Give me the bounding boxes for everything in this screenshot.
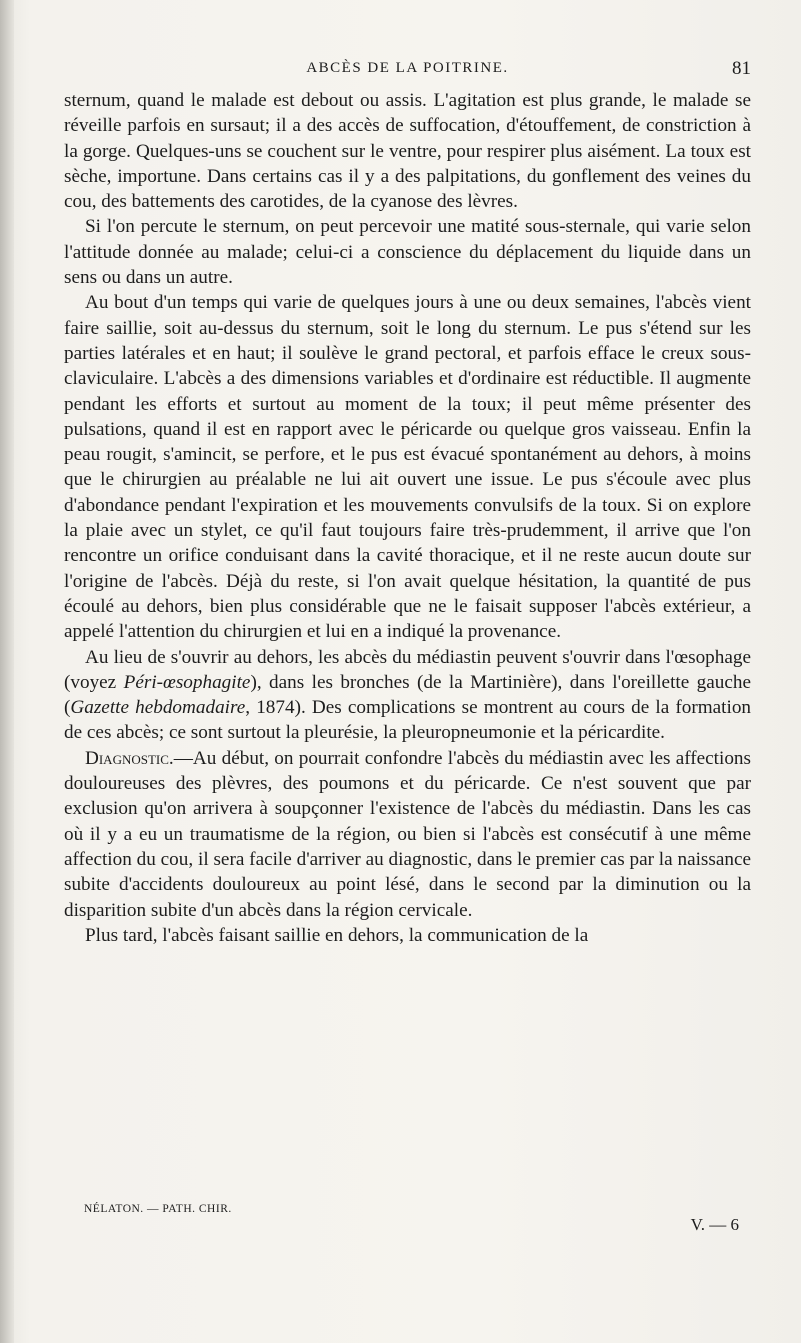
paragraph-3: Au bout d'un temps qui varie de quelques jours à une ou deux semaines, l'abcès vient faire saillie, soit au-dessus du sternum, soit le long du sternum. Le pus s'étend sur les parties latérales et en haut; il soulève le grand pectoral, et parfois efface le creux sous-claviculaire. L'abcès a des dimensions variables et d'ordinaire est réductible. Il augmente pendant les efforts et surtout au moment de la toux; il peut même présenter des pulsations, quand il est en rapport avec le péricarde ou quelque gros vaisseau. Enfin la peau rougit, s'amincit, se perfore, et le pus est évacué spontanément au dehors, à moins que le chirurgien au préalable ne lui ait ouvert une issue. Le pus s'écoule avec plus d'abondance pendant l'expiration et les mouvements convulsifs de la toux. Si on explore la plaie avec un stylet, ce qu'il faut toujours faire très-prudemment, il arrive que l'on rencontre un orifice conduisant dans la cavité thoracique, et il ne reste aucun doute sur l'origine de l'abcès. Déjà du reste, si l'on avait quelque hésitation, la quantité de pus écoulé au dehors, bien plus considérable que ne le faisait supposer l'abcès extérieur, a appelé l'attention du chirurgien et lui en a indiqué la provenance.	[64, 292, 751, 643]
page-footer	[64, 1203, 751, 1243]
diagnostic-text: —Au début, on pourrait confondre l'abcès du médiastin avec les affections douloureuses des plèvres, des poumons et du péricarde. Ce n'est souvent que par exclusion qu'on arrivera à soupçonner l'existence de l'abcès du médiastin. Dans les cas où il y a eu un traumatisme de la région, ou bien si l'abcès est consécutif à une même affection du cou, il sera facile d'arriver au diagnostic, dans le premier cas par la naissance subite d'accidents douloureux au point lésé, dans le second par la diminution ou la disparition subite d'un abcès dans la région cervicale.	[64, 747, 751, 921]
printer-signature: NÉLATON. — PATH. CHIR.	[84, 1203, 232, 1215]
paragraph-1: sternum, quand le malade est debout ou assis. L'agitation est plus grande, le malade se réveille parfois en sursaut; il a des accès de suffocation, d'étouffement, de constriction à la gorge. Quelques-uns se couchent sur le ventre, pour respirer plus aisément. La toux est sèche, importune. Dans certains cas il y a des palpitations, du gonflement des veines du cou, des battements des carotides, de la cyanose des lèvres.	[64, 90, 751, 213]
page-gutter	[0, 0, 14, 1343]
paragraph-4-after: , 1874). Des complications se montrent au cours de la formation de ces abcès; ce sont surtout la pleurésie, la pleuropneumonie et la péricardite.	[64, 697, 752, 744]
page-header	[64, 60, 751, 84]
paragraph-diagnostic	[64, 746, 751, 923]
page-number: 81	[732, 58, 751, 79]
sheet-mark: V. — 6	[690, 1215, 739, 1234]
paragraph-6: Plus tard, l'abcès faisant saillie en dehors, la communication de la	[85, 924, 589, 946]
paragraph-4-middle: ), dans les bronches (de la Martinière), dans l'oreillette gauche (	[64, 671, 751, 719]
paragraph-4	[64, 645, 751, 746]
paragraph-4-before: Au lieu de s'ouvrir au dehors, les abcès du médiastin peuvent s'ouvrir dans l'œsophage (voyez	[64, 646, 751, 693]
italic-reference-2: Gazette hebdomadaire	[70, 697, 246, 719]
section-lead: Diagnostic.	[85, 747, 174, 769]
italic-reference-1: Péri-œsophagite	[123, 671, 251, 693]
paragraph-2: Si l'on percute le sternum, on peut percevoir une matité sous-sternale, qui varie selon l'attitude donnée au malade; celui-ci a conscience du déplacement du liquide dans un sens ou dans un autre.	[64, 216, 751, 289]
body-text	[64, 88, 751, 948]
running-title: ABCÈS DE LA POITRINE.	[306, 60, 509, 76]
